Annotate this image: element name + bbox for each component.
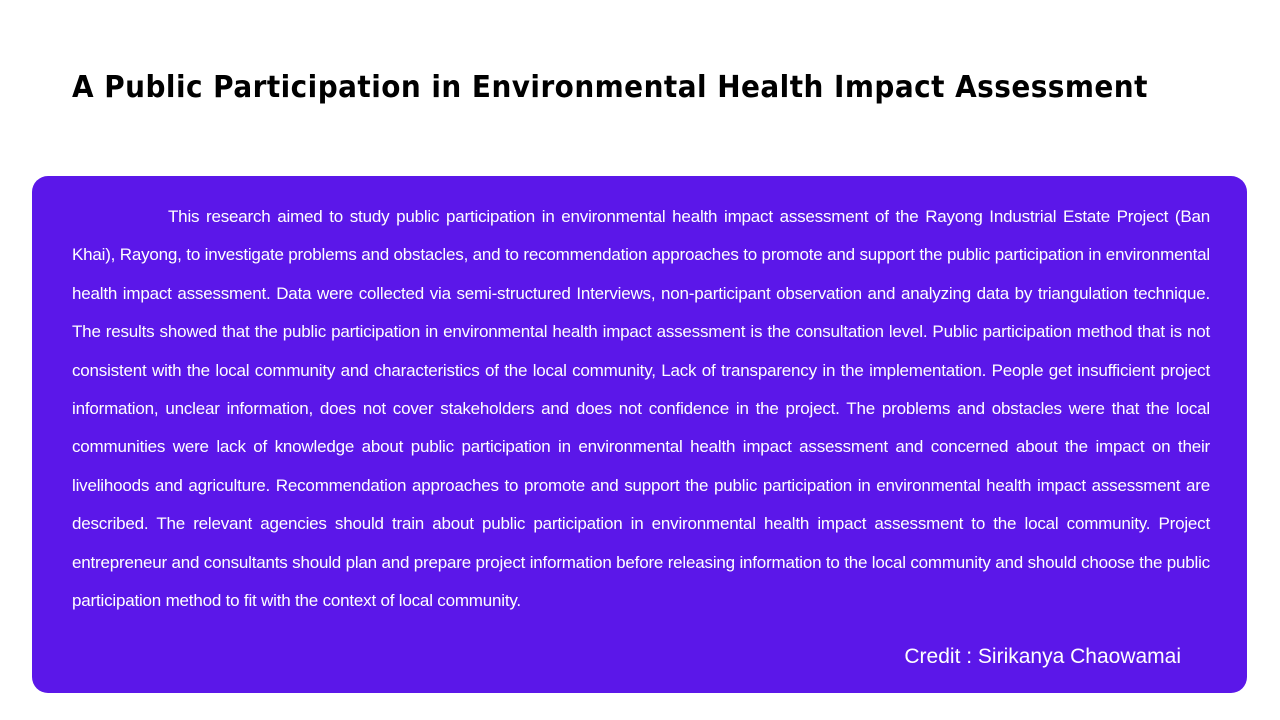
abstract-panel bbox=[32, 176, 1247, 693]
abstract-text: This research aimed to study public participation in environmental health impact assessment of the Rayong Industrial Estate Project (Ban Khai), Rayong, to investigate problems and obstacles, and to recommendation approaches to promote and support the public participation in environmental health impact assessment. Data were collected via semi-structured Interviews, non-participant observation and analyzing data by triangulation technique. The results showed that the public participation in environmental health impact assessment is the consultation level. Public participation method that is not consistent with the local community and characteristics of the local community, Lack of transparency in the implementation. People get insufficient project information, unclear information, does not cover stakeholders and does not confidence in the project. The problems and obstacles were that the local communities were lack of knowledge about public participation in environmental health impact assessment and concerned about the impact on their livelihoods and agriculture. Recommendation approaches to promote and support the public participation in environmental health impact assessment are described. The relevant agencies should train about public participation in environmental health impact assessment to the local community. Project entrepreneur and consultants should plan and prepare project information before releasing information to the local community and should choose the public participation method to fit with the context of local community. bbox=[72, 207, 1210, 611]
slide-title: A Public Participation in Environmental Health Impact Assessment bbox=[72, 70, 1148, 105]
credit-text: Credit : Sirikanya Chaowamai bbox=[904, 645, 1181, 668]
